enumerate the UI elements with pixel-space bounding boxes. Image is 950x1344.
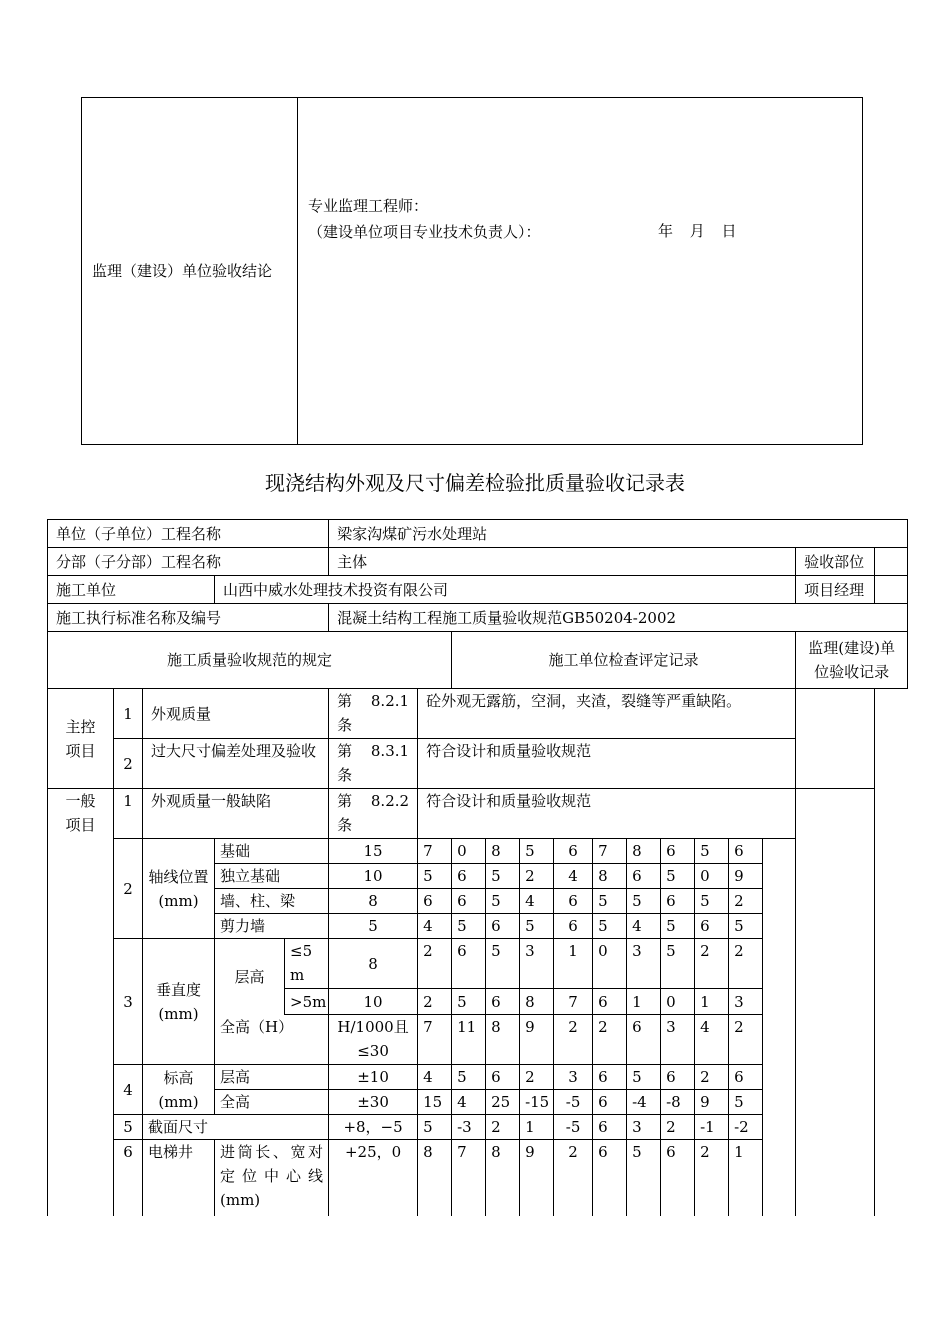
row-no: 5 (114, 1115, 143, 1140)
tolerance: 8 (329, 939, 418, 989)
measure: 2 (486, 1115, 520, 1140)
measure: 5 (486, 889, 520, 914)
row-no: 2 (114, 739, 143, 789)
clause-cell (329, 689, 418, 739)
measure: 2 (554, 1140, 593, 1216)
measure: 9 (520, 1140, 554, 1216)
tolerance: 15 (329, 839, 418, 864)
measure: 9 (729, 864, 763, 889)
row-no: 1 (114, 789, 143, 839)
measure: 2 (520, 1065, 554, 1090)
tolerance: +8，−5 (329, 1115, 418, 1140)
measure: 0 (452, 839, 486, 864)
measure: 2 (554, 1015, 593, 1065)
measure: 2 (729, 1015, 763, 1065)
clause-cell (329, 789, 418, 839)
clause-prefix: 第 (337, 742, 353, 760)
record-text: 符合设计和质量验收规范 (418, 789, 796, 839)
conclusion-label: 监理（建设）单位验收结论 (82, 98, 298, 445)
floor-label: 层高 (215, 939, 285, 1015)
measure: 8 (593, 864, 627, 889)
record-header: 施工单位检查评定记录 (452, 632, 796, 689)
measure: 5 (593, 889, 627, 914)
tolerance: 10 (329, 989, 418, 1015)
clause-suffix: 条 (337, 816, 353, 834)
measure: 8 (520, 989, 554, 1015)
measure: 6 (729, 839, 763, 864)
measure: 8 (627, 839, 661, 864)
measure: 6 (661, 1140, 695, 1216)
measure: 6 (593, 1140, 627, 1216)
clause-prefix: 第 (337, 792, 353, 810)
measure: 5 (486, 864, 520, 889)
date-label: 年 月 日 (658, 222, 743, 240)
measure: 2 (695, 1065, 729, 1090)
item-name: 外观质量一般缺陷 (143, 789, 329, 839)
measure: 2 (695, 1140, 729, 1216)
height-range: ≤5m (285, 939, 329, 989)
measure: 4 (520, 889, 554, 914)
measure: 0 (695, 864, 729, 889)
clause-cell (329, 739, 418, 789)
elevator-label (215, 1140, 329, 1216)
manager-value (875, 576, 908, 604)
page-title: 现浇结构外观及尺寸偏差检验批质量验收记录表 (265, 471, 685, 495)
measure: 6 (627, 864, 661, 889)
measure: 7 (452, 1140, 486, 1216)
measure: 6 (418, 889, 452, 914)
standard-value: 混凝土结构工程施工质量验收规范GB50204-2002 (329, 604, 908, 632)
measure: 6 (554, 889, 593, 914)
row-no: 1 (114, 689, 143, 739)
clause-number: 8.3.1 (370, 742, 410, 760)
measure: 2 (520, 864, 554, 889)
inspection-record-table (47, 519, 908, 1216)
vertical-name: 垂直度(mm) (143, 939, 215, 1065)
measure: 4 (554, 864, 593, 889)
measure: 6 (593, 1090, 627, 1115)
total-height-label: 全高（H） (215, 1015, 329, 1065)
acceptance-conclusion-table (81, 97, 863, 445)
measure: 6 (695, 914, 729, 939)
measure: -3 (452, 1115, 486, 1140)
tolerance: +25，0 (329, 1140, 418, 1216)
measure: 2 (729, 939, 763, 989)
measure: 5 (486, 939, 520, 989)
elevator-name: 电梯井 (143, 1140, 215, 1216)
measure: 1 (695, 989, 729, 1015)
clause-number: 8.2.2 (370, 792, 410, 810)
unit-value: 梁家沟煤矿污水处理站 (329, 520, 908, 548)
measure: 3 (729, 989, 763, 1015)
tolerance-line1: H/1000且 (337, 1018, 409, 1036)
measure: 11 (452, 1015, 486, 1065)
measure: 6 (661, 839, 695, 864)
measure: 2 (418, 939, 452, 989)
measure: 5 (661, 914, 695, 939)
measure: 3 (627, 939, 661, 989)
measure: 6 (593, 1065, 627, 1090)
contractor-label: 施工单位 (48, 576, 215, 604)
tolerance: 8 (329, 889, 418, 914)
measure: -2 (729, 1115, 763, 1140)
measure: -4 (627, 1090, 661, 1115)
axis-label: 基础 (215, 839, 329, 864)
elevator-label-text: 进筒长、宽对定位中心线(mm) (220, 1143, 324, 1209)
measure: 0 (661, 989, 695, 1015)
measure: 5 (661, 864, 695, 889)
measure: 2 (695, 939, 729, 989)
measure: 7 (554, 989, 593, 1015)
item-name: 过大尺寸偏差处理及验收 (143, 739, 329, 789)
general-group: 一般项目 (48, 789, 114, 1216)
measure: 5 (661, 939, 695, 989)
measure: 5 (520, 839, 554, 864)
measure: 4 (418, 1065, 452, 1090)
clause-prefix: 第 (337, 692, 353, 710)
measure: 1 (520, 1115, 554, 1140)
measure: 6 (452, 939, 486, 989)
measure: 3 (520, 939, 554, 989)
measure: 6 (593, 1115, 627, 1140)
item-name: 外观质量 (143, 689, 329, 739)
measure: -15 (520, 1090, 554, 1115)
measure: 7 (418, 839, 452, 864)
measure: 15 (418, 1090, 452, 1115)
subproject-value: 主体 (329, 548, 796, 576)
axis-label: 独立基础 (215, 864, 329, 889)
tolerance: ±30 (329, 1090, 418, 1115)
measure: 4 (695, 1015, 729, 1065)
row-no: 2 (114, 839, 143, 939)
measure: 8 (418, 1140, 452, 1216)
position-label: 验收部位 (796, 548, 875, 576)
clause-suffix: 条 (337, 766, 353, 784)
measure: 9 (520, 1015, 554, 1065)
measure: -5 (554, 1090, 593, 1115)
clause-suffix: 条 (337, 716, 353, 734)
owner-label: （建设单位项目专业技术负责人）： (308, 223, 541, 241)
tolerance (329, 1015, 418, 1065)
measure: 3 (554, 1065, 593, 1090)
measure: 9 (695, 1090, 729, 1115)
measure: 2 (593, 1015, 627, 1065)
measure: 5 (418, 864, 452, 889)
tolerance: 10 (329, 864, 418, 889)
measure: 7 (593, 839, 627, 864)
measure: 4 (627, 914, 661, 939)
measure: 6 (627, 1015, 661, 1065)
row-no: 4 (114, 1065, 143, 1115)
measure: 1 (554, 939, 593, 989)
elevation-label: 全高 (215, 1090, 329, 1115)
measure: 6 (486, 1065, 520, 1090)
measure: 2 (418, 989, 452, 1015)
measure: 0 (593, 939, 627, 989)
engineer-label: 专业监理工程师： (308, 197, 429, 215)
unit-label: 单位（子单位）工程名称 (48, 520, 329, 548)
measure: -8 (661, 1090, 695, 1115)
standard-label: 施工执行标准名称及编号 (48, 604, 329, 632)
measure: 6 (661, 1065, 695, 1090)
measure: 6 (729, 1065, 763, 1090)
measure: 6 (486, 989, 520, 1015)
measure: 5 (452, 914, 486, 939)
measure: 8 (486, 1140, 520, 1216)
axis-label: 剪力墙 (215, 914, 329, 939)
measure: 5 (695, 889, 729, 914)
axis-name: 轴线位置(mm) (143, 839, 215, 939)
measure: 3 (661, 1015, 695, 1065)
clause-number: 8.2.1 (370, 692, 410, 710)
measure: 5 (729, 1090, 763, 1115)
measure: 6 (452, 864, 486, 889)
measure: 2 (661, 1115, 695, 1140)
measure: 8 (486, 839, 520, 864)
measure: 5 (520, 914, 554, 939)
row-no: 3 (114, 939, 143, 1065)
measure: 1 (729, 1140, 763, 1216)
measure: 25 (486, 1090, 520, 1115)
contractor-value: 山西中威水处理技术投资有限公司 (215, 576, 796, 604)
record-text: 符合设计和质量验收规范 (418, 739, 796, 789)
measure: 5 (627, 1140, 661, 1216)
measure: 6 (452, 889, 486, 914)
measure: 5 (418, 1115, 452, 1140)
measure: -5 (554, 1115, 593, 1140)
measure: 4 (418, 914, 452, 939)
spec-header: 施工质量验收规范的规定 (48, 632, 452, 689)
measure: 5 (627, 889, 661, 914)
supervision-header: 监理(建设)单位验收记录 (796, 632, 908, 689)
measure: 3 (627, 1115, 661, 1140)
measure: 5 (593, 914, 627, 939)
supervision-cell (796, 689, 875, 789)
measure: 8 (486, 1015, 520, 1065)
measure: -1 (695, 1115, 729, 1140)
manager-label: 项目经理 (796, 576, 875, 604)
measure: 6 (486, 914, 520, 939)
conclusion-body (298, 98, 863, 445)
section-label: 截面尺寸 (143, 1115, 329, 1140)
record-text: 砼外观无露筋，空洞，夹渣，裂缝等严重缺陷。 (418, 689, 796, 739)
measure: 5 (452, 989, 486, 1015)
measure: 4 (452, 1090, 486, 1115)
measure: 6 (554, 839, 593, 864)
tolerance-line2: ≤30 (357, 1042, 389, 1060)
measure: 2 (729, 889, 763, 914)
measure: 5 (729, 914, 763, 939)
position-value (875, 548, 908, 576)
measure: 5 (695, 839, 729, 864)
measure: 6 (593, 989, 627, 1015)
elevation-name: 标高(mm) (143, 1065, 215, 1115)
axis-label: 墙、柱、梁 (215, 889, 329, 914)
elevation-label: 层高 (215, 1065, 329, 1090)
row-no: 6 (114, 1140, 143, 1216)
height-range: >5m (285, 989, 329, 1015)
measure: 5 (452, 1065, 486, 1090)
measure: 1 (627, 989, 661, 1015)
main-control-group: 主控项目 (48, 689, 114, 789)
tolerance: 5 (329, 914, 418, 939)
tolerance: ±10 (329, 1065, 418, 1090)
supervision-cell (796, 789, 875, 1216)
measure: 5 (627, 1065, 661, 1090)
measure: 6 (554, 914, 593, 939)
subproject-label: 分部（子分部）工程名称 (48, 548, 329, 576)
measure: 6 (661, 889, 695, 914)
measure: 7 (418, 1015, 452, 1065)
